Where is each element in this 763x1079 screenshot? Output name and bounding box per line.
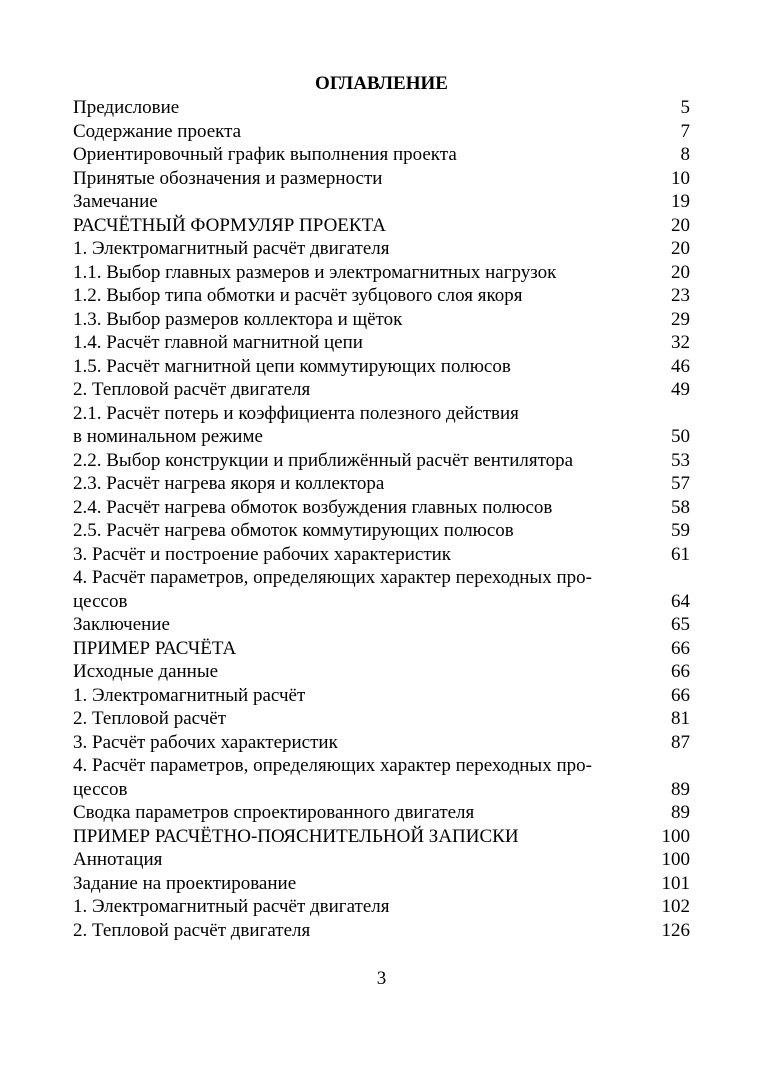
toc-entry-page: 20 [671, 261, 690, 283]
toc-entry-page: 100 [661, 825, 690, 847]
toc-entry-page: 20 [671, 214, 690, 236]
toc-entry-title: Задание на проектирование [73, 872, 297, 894]
toc-entry-page: 19 [671, 191, 690, 212]
toc-entry-title: Сводка параметров спроектированного двигателя [73, 802, 475, 823]
toc-entry-page: 29 [671, 308, 690, 330]
toc-entry-page: 101 [661, 872, 690, 894]
toc-entry [73, 190, 693, 214]
toc-entry-title: ПРИМЕР РАСЧЁТА [73, 637, 237, 659]
toc-entry-title: Замечание [73, 191, 158, 212]
toc-entry [73, 637, 693, 661]
toc-entry-title: 1. Электромагнитный расчёт [73, 684, 306, 706]
toc-entry-title: 3. Расчёт рабочих характеристик [73, 731, 338, 753]
toc-entry-title: 2.3. Расчёт нагрева якоря и коллектора [73, 473, 385, 494]
toc-entry [73, 167, 693, 191]
toc-entry [73, 449, 693, 473]
page-title: ОГЛАВЛЕНИЕ [315, 73, 448, 94]
toc-entry-page: 10 [671, 167, 690, 189]
toc-entry-title-continuation: цессов [73, 590, 128, 612]
toc-entry [73, 308, 693, 332]
toc-entry [73, 825, 693, 849]
toc-entry-page: 32 [671, 332, 690, 353]
toc-entry [73, 707, 693, 731]
toc-entry [73, 96, 693, 120]
toc-entry-title: 2.5. Расчёт нагрева обмоток коммутирующих полюсов [73, 520, 514, 541]
toc-entry-page: 87 [671, 731, 690, 753]
toc-entry-title: Ориентировочный график выполнения проекта [73, 144, 457, 165]
toc-entry [73, 848, 693, 872]
toc-entry-title: ПРИМЕР РАСЧЁТНО-ПОЯСНИТЕЛЬНОЙ ЗАПИСКИ [73, 825, 519, 847]
toc-entry [73, 613, 693, 637]
toc-entry-page: 65 [671, 614, 690, 635]
toc-entry-title: Принятые обозначения и размерности [73, 167, 383, 189]
toc-entry-page: 66 [671, 637, 690, 659]
toc-entry [73, 120, 693, 144]
toc-entry [73, 261, 693, 285]
toc-entry-page: 64 [671, 590, 690, 612]
toc-entry [73, 543, 693, 567]
toc-entry [73, 895, 693, 919]
toc-entry-page: 57 [671, 473, 690, 494]
toc-entry-page: 53 [671, 449, 690, 471]
toc-entry-page: 8 [680, 144, 690, 165]
toc-entry-page: 66 [671, 661, 690, 682]
toc-entry-page: 23 [671, 285, 690, 306]
toc-entry-title: Предисловие [73, 97, 180, 118]
toc-entry-page: 81 [671, 708, 690, 729]
toc-entry [73, 214, 693, 238]
toc-entry-title: 1. Электромагнитный расчёт двигателя [73, 896, 390, 917]
toc-entry-page: 89 [671, 802, 690, 823]
toc-entry-title: 2. Тепловой расчёт двигателя [73, 379, 311, 400]
toc-entry-page: 50 [671, 426, 690, 447]
toc-entry-title: 1.4. Расчёт главной магнитной цепи [73, 332, 363, 353]
toc-entry [73, 684, 693, 708]
page-number: 3 [376, 968, 387, 989]
toc-entry [73, 872, 693, 896]
toc-entry-title: 1.5. Расчёт магнитной цепи коммутирующих полюсов [73, 355, 511, 377]
toc-entry [73, 237, 693, 261]
toc-entry-title: 4. Расчёт параметров, определяющих характер переходных про- [73, 567, 592, 588]
toc-entry-page: 59 [671, 520, 690, 541]
toc-entry-title: Аннотация [73, 849, 163, 870]
toc-entry [73, 355, 693, 379]
toc-entry-title: Исходные данные [73, 661, 219, 682]
toc-entry-page: 5 [680, 97, 690, 118]
toc-entry-title-continuation: цессов [73, 778, 128, 800]
toc-entry [73, 496, 693, 520]
toc-entry-page: 66 [671, 684, 690, 706]
toc-entry-title: 2.1. Расчёт потерь и коэффициента полезного действия [73, 402, 519, 424]
toc-entry-title: 2. Тепловой расчёт двигателя [73, 919, 311, 941]
toc-entry-page: 58 [671, 496, 690, 518]
toc-entry [73, 754, 693, 801]
toc-entry-title: 2.2. Выбор конструкции и приближённый расчёт вентилятора [73, 449, 574, 471]
toc-entry [73, 143, 693, 167]
toc-entry-title: 1.3. Выбор размеров коллектора и щёток [73, 308, 403, 330]
toc-entry-title: 2. Тепловой расчёт [73, 708, 227, 729]
toc-entry [73, 660, 693, 684]
toc-entry [73, 284, 693, 308]
toc-entry [73, 472, 693, 496]
toc-entry-page: 49 [671, 379, 690, 400]
toc-entry-title: 1.1. Выбор главных размеров и электромагнитных нагрузок [73, 261, 557, 283]
toc-entry [73, 566, 693, 613]
toc-entry-title: РАСЧЁТНЫЙ ФОРМУЛЯР ПРОЕКТА [73, 214, 386, 236]
toc-entry [73, 801, 693, 825]
toc-entry [73, 378, 693, 402]
toc-entry-page: 61 [671, 543, 690, 565]
toc-entry-title: 1.2. Выбор типа обмотки и расчёт зубцового слоя якоря [73, 285, 523, 306]
toc-entry-title: 1. Электромагнитный расчёт двигателя [73, 238, 390, 259]
toc-entry-title: 3. Расчёт и построение рабочих характеристик [73, 543, 452, 565]
toc-entry-title: Заключение [73, 614, 170, 635]
toc-entry-page: 7 [680, 120, 690, 142]
toc-entry [73, 519, 693, 543]
toc-entry-page: 102 [661, 896, 690, 917]
toc-entry [73, 331, 693, 355]
toc-entry-page: 89 [671, 778, 690, 800]
toc-entry [73, 402, 693, 449]
toc-entry [73, 731, 693, 755]
toc-entry-page: 46 [671, 355, 690, 377]
toc-entry-page: 126 [661, 919, 690, 941]
toc-entry-page: 20 [671, 238, 690, 259]
toc-entry [73, 919, 693, 943]
toc-entry-title: Содержание проекта [73, 120, 242, 142]
table-of-contents [73, 96, 693, 942]
toc-entry-title: 2.4. Расчёт нагрева обмоток возбуждения главных полюсов [73, 496, 553, 518]
toc-entry-title: 4. Расчёт параметров, определяющих характер переходных про- [73, 755, 592, 776]
toc-entry-page: 100 [661, 849, 690, 870]
toc-entry-title-continuation: в номинальном режиме [73, 426, 263, 447]
